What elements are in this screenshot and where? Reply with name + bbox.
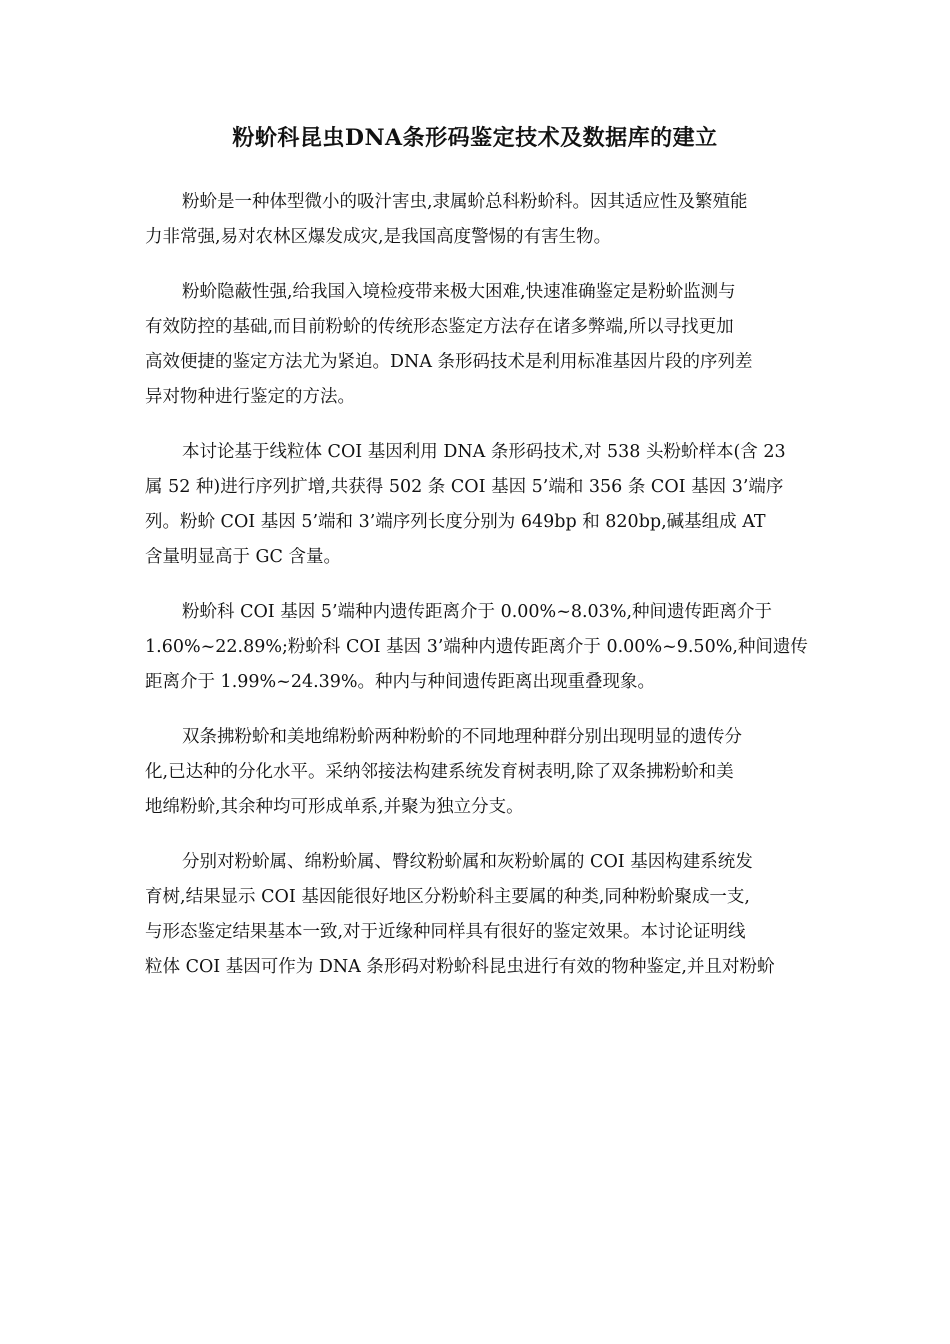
text-line: 育树,结果显示 COI 基因能很好地区分粉蚧科主要属的种类,同种粉蚧聚成一支, [145, 887, 750, 907]
text-line: 与形态鉴定结果基本一致,对于近缘种同样具有很好的鉴定效果。本讨论证明线 [145, 922, 746, 942]
text-line: 双条拂粉蚧和美地绵粉蚧两种粉蚧的不同地理种群分别出现明显的遗传分 [182, 727, 742, 747]
text-line: 有效防控的基础,而目前粉蚧的传统形态鉴定方法存在诸多弊端,所以寻找更加 [145, 317, 734, 337]
text-line: 含量明显高于 GC 含量。 [145, 547, 341, 567]
text-line: 粉蚧科 COI 基因 5’端种内遗传距离介于 0.00%~8.03%,种间遗传距离介于 [182, 602, 773, 622]
text-line: 力非常强,易对农林区爆发成灾,是我国高度警惕的有害生物。 [145, 227, 612, 247]
document-body [145, 185, 808, 1005]
text-line: 异对物种进行鉴定的方法。 [145, 387, 355, 407]
text-line: 高效便捷的鉴定方法尤为紧迫。DNA 条形码技术是利用标准基因片段的序列差 [145, 352, 753, 372]
text-line: 距离介于 1.99%~24.39%。种内与种间遗传距离出现重叠现象。 [145, 672, 656, 692]
text-line: 属 52 种)进行序列扩增,共获得 502 条 COI 基因 5’端和 356 条 COI 基因 3’端序 [145, 477, 784, 497]
text-line: 列。粉蚧 COI 基因 5’端和 3’端序列长度分别为 649bp 和 820bp,碱基组成 AT [145, 512, 766, 532]
text-line: 粉蚧是一种体型微小的吸汁害虫,隶属蚧总科粉蚧科。因其适应性及繁殖能 [182, 192, 748, 212]
paragraph-methods [145, 435, 805, 575]
paragraph-phylogeny [145, 720, 805, 825]
text-line: 1.60%~22.89%;粉蚧科 COI 基因 3’端种内遗传距离介于 0.00%~9.50%,种间遗传 [145, 637, 808, 657]
text-line: 粉蚧隐蔽性强,给我国入境检疫带来极大困难,快速准确鉴定是粉蚧监测与 [182, 282, 736, 302]
text-line: 化,已达种的分化水平。采纳邻接法构建系统发育树表明,除了双条拂粉蚧和美 [145, 762, 734, 782]
paragraph-background [145, 275, 805, 415]
paragraph-intro [145, 185, 805, 255]
document-title: 粉蚧科昆虫DNA条形码鉴定技术及数据库的建立 [232, 125, 718, 151]
paragraph-genetic-distance [145, 595, 808, 700]
text-line: 分别对粉蚧属、绵粉蚧属、臀纹粉蚧属和灰粉蚧属的 COI 基因构建系统发 [182, 852, 753, 872]
text-line: 地绵粉蚧,其余种均可形成单系,并聚为独立分支。 [145, 797, 524, 817]
text-line: 本讨论基于线粒体 COI 基因利用 DNA 条形码技术,对 538 头粉蚧样本(含 23 [182, 442, 786, 462]
paragraph-conclusion [145, 845, 805, 985]
text-line: 粒体 COI 基因可作为 DNA 条形码对粉蚧科昆虫进行有效的物种鉴定,并且对粉蚧 [145, 957, 775, 977]
